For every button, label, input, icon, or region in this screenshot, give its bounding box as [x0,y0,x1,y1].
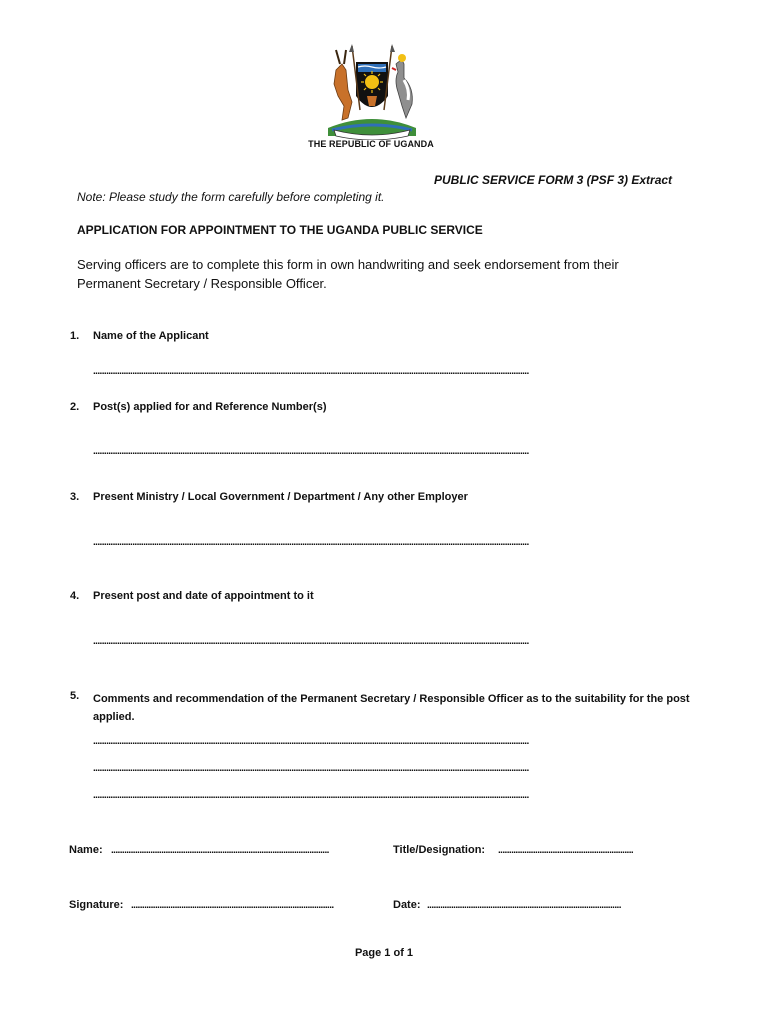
answer-line[interactable]: ........................................................................................................................................................................................................ [93,736,529,747]
name-line[interactable]: .................................................................................................... [111,845,329,856]
answer-line[interactable]: ........................................................................................................................................................................................................ [93,366,529,377]
form-reference: PUBLIC SERVICE FORM 3 (PSF 3) Extract [434,173,673,187]
coat-of-arms-emblem [318,40,426,140]
signature-label: Signature: [69,899,124,911]
question-label: Name of the Applicant [93,330,209,342]
intro-paragraph: Serving officers are to complete this form in own handwriting and seek endorsement from their Permanent Secretary / Responsible Officer. [77,257,619,291]
instruction-note: Note: Please study the form carefully before completing it. [77,190,385,204]
designation-label: Title/Designation: [393,844,486,856]
date-label: Date: [393,899,421,911]
question-number: 4. [70,590,80,602]
question-number: 3. [70,491,80,503]
question-number: 1. [70,330,80,342]
page-number: Page 1 of 1 [354,947,414,959]
date-line[interactable]: ......................................................................................... [427,900,621,911]
answer-line[interactable]: ........................................................................................................................................................................................................ [93,763,529,774]
question-label: Comments and recommendation of the Permanent Secretary / Responsible Officer as to the suitability for the post applied. [93,693,690,723]
answer-line[interactable]: ........................................................................................................................................................................................................ [93,537,529,548]
form-title: APPLICATION FOR APPOINTMENT TO THE UGANDA PUBLIC SERVICE [77,223,483,237]
name-label: Name: [69,844,103,856]
question-number: 5. [70,690,80,702]
country-heading: THE REPUBLIC OF UGANDA [308,139,434,149]
answer-line[interactable]: ........................................................................................................................................................................................................ [93,790,529,801]
answer-line[interactable]: ........................................................................................................................................................................................................ [93,636,529,647]
question-number: 2. [70,401,80,413]
designation-line[interactable]: .............................................................. [498,845,634,856]
question-label: Present Ministry / Local Government / Department / Any other Employer [93,491,468,503]
signature-line[interactable]: ............................................................................................. [131,900,334,911]
question-label: Post(s) applied for and Reference Number(s) [93,401,327,413]
question-label: Present post and date of appointment to it [93,590,314,602]
answer-line[interactable]: ........................................................................................................................................................................................................ [93,446,529,457]
